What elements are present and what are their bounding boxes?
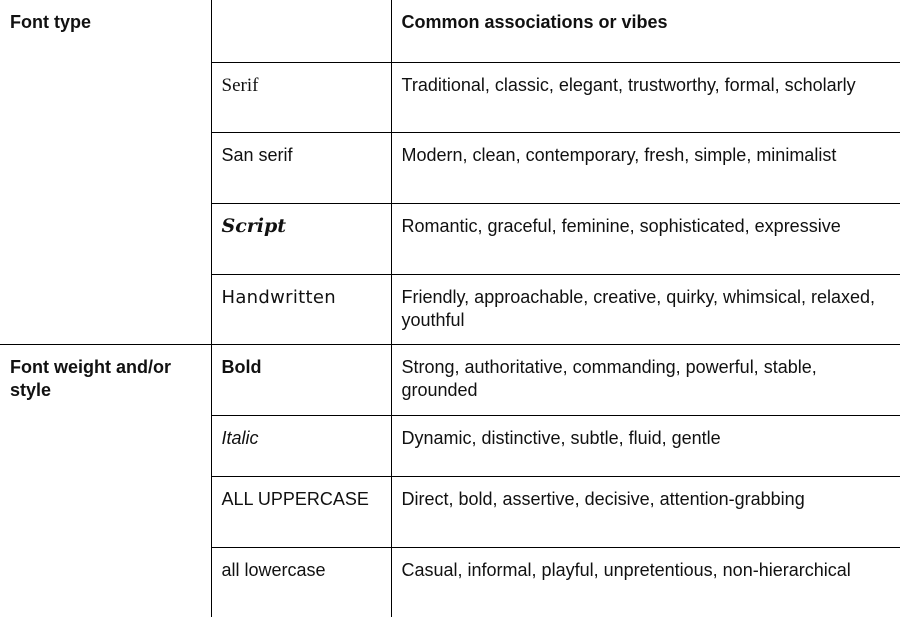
font-type-cell: [211, 132, 391, 203]
font-type-cell: [211, 415, 391, 476]
font-style-lowercase: all lowercase: [221, 559, 326, 580]
group-label-cell: [0, 344, 211, 617]
vibes-cell: [391, 132, 900, 203]
vibes-cell: [391, 62, 900, 132]
font-type-serif: Serif: [221, 74, 259, 96]
table-row: [0, 344, 900, 415]
font-type-script: Script: [221, 214, 287, 237]
vibes-cell: [391, 274, 900, 344]
font-style-italic: Italic: [221, 427, 259, 448]
vibes-handwritten: Friendly, approachable, creative, quirky, whimsical, relaxed, youthful: [401, 286, 876, 330]
font-type-handwritten: Handwritten: [221, 286, 336, 308]
font-type-cell: [211, 274, 391, 344]
header-font-type-label: Font type: [10, 12, 91, 32]
group-label: [0, 62, 211, 73]
vibes-cell: [391, 415, 900, 476]
vibes-script: Romantic, graceful, feminine, sophisticated, expressive: [401, 215, 841, 236]
vibes-cell: [391, 547, 900, 617]
vibes-bold: Strong, authoritative, commanding, powerful, stable, grounded: [401, 356, 817, 400]
vibes-cell: [391, 476, 900, 547]
font-style-bold: Bold: [221, 356, 262, 377]
font-type-sans-serif: San serif: [221, 144, 293, 165]
header-row: [0, 0, 900, 62]
header-associations: [391, 0, 900, 62]
table-row: [0, 62, 900, 132]
group-label: Font weight and/or style: [10, 356, 171, 400]
vibes-italic: Dynamic, distinctive, subtle, fluid, gentle: [401, 427, 721, 448]
vibes-cell: [391, 203, 900, 274]
vibes-sans-serif: Modern, clean, contemporary, fresh, simple, minimalist: [401, 144, 837, 165]
header-blank: [211, 0, 391, 62]
font-type-cell: [211, 203, 391, 274]
header-font-type: [0, 0, 211, 62]
group-label-cell: [0, 62, 211, 344]
font-type-cell: [211, 344, 391, 415]
header-blank-label: [212, 0, 391, 11]
vibes-lowercase: Casual, informal, playful, unpretentious, non-hierarchical: [401, 559, 851, 580]
vibes-uppercase: Direct, bold, assertive, decisive, attention-grabbing: [401, 488, 805, 509]
vibes-serif: Traditional, classic, elegant, trustworthy, formal, scholarly: [401, 74, 856, 95]
font-style-uppercase: ALL UPPERCASE: [221, 488, 369, 509]
vibes-cell: [391, 344, 900, 415]
font-type-cell: [211, 547, 391, 617]
font-type-cell: [211, 476, 391, 547]
font-type-cell: [211, 62, 391, 132]
header-associations-label: Common associations or vibes: [401, 12, 668, 32]
